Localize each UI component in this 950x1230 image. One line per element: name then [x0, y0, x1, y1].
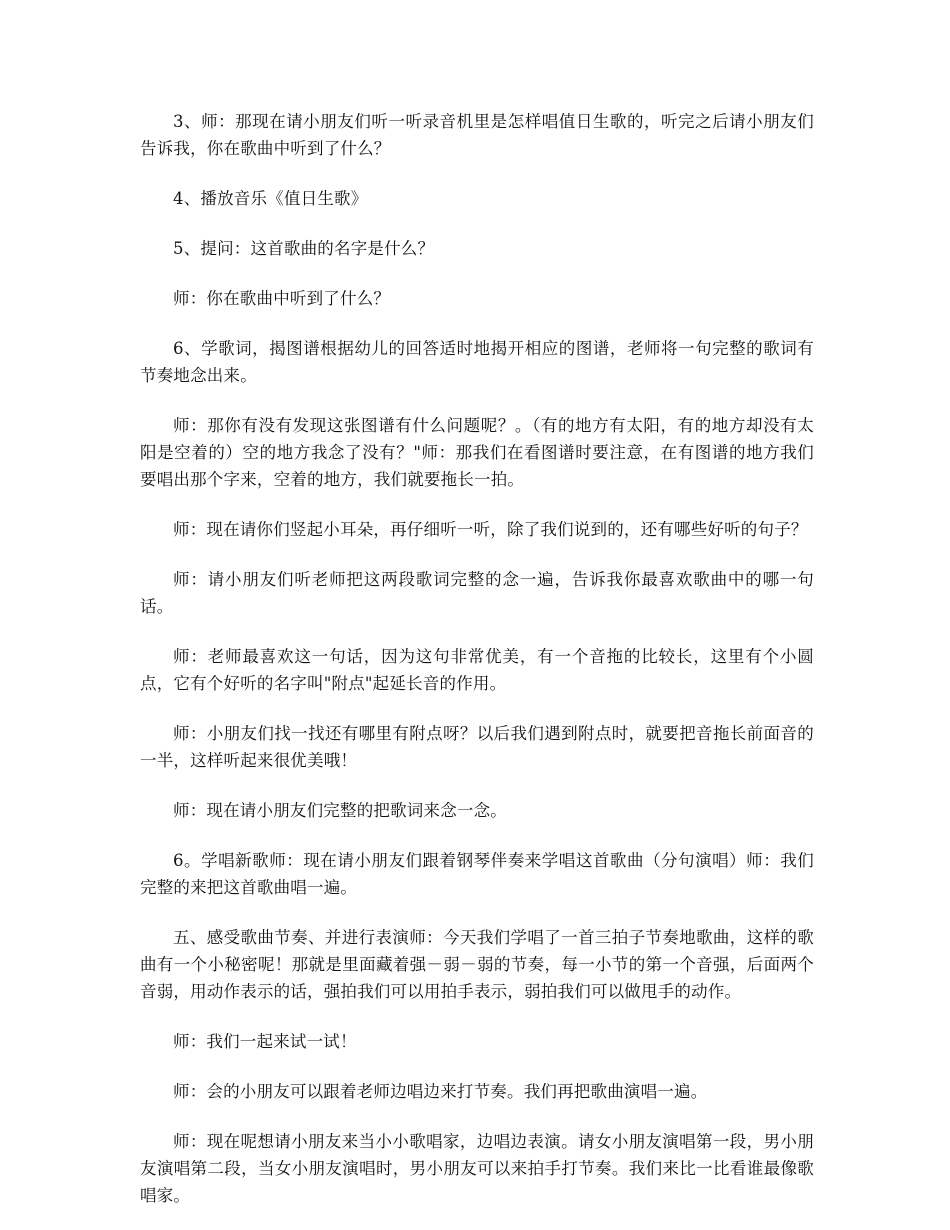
- paragraph-step-6-lyrics: 6、学歌词，揭图谱根据幼儿的回答适时地揭开相应的图谱，老师将一句完整的歌词有节奏地念出来。: [140, 339, 814, 385]
- paragraph-step-5: 5、提问：这首歌曲的名字是什么？: [173, 239, 435, 258]
- paragraph-perform: 师：现在呢想请小朋友来当小小歌唱家，边唱边表演。请女小朋友演唱第一段，男小朋友演唱第二段，当女小朋友演唱时，男小朋友可以来拍手打节奏。我们来比一比看谁最像歌唱家。: [140, 1132, 814, 1205]
- paragraph-recite-lyrics: 师：请小朋友们听老师把这两段歌词完整的念一遍，告诉我你最喜欢歌曲中的哪一句话。: [140, 570, 814, 616]
- paragraph-learn-song: 6。学唱新歌师：现在请小朋友们跟着钢琴伴奏来学唱这首歌曲（分句演唱）师：我们完整的来把这首歌曲唱一遍。: [140, 851, 814, 897]
- paragraph-dotted-note: 师：老师最喜欢这一句话，因为这句非常优美，有一个音拖的比较长，这里有个小圆点，它有个好听的名字叫"附点"起延长音的作用。: [140, 647, 814, 693]
- paragraph-find-dots: 师：小朋友们找一找还有哪里有附点呀？以后我们遇到附点时，就要把音拖长前面音的一半，这样听起来很优美哦！: [140, 724, 814, 770]
- paragraph-try-together: 师：我们一起来试一试！: [173, 1032, 357, 1051]
- paragraph-read-lyrics: 师：现在请小朋友们完整的把歌词来念一念。: [173, 801, 507, 820]
- paragraph-score-problem: 师：那你有没有发现这张图谱有什么问题呢？。（有的地方有太阳，有的地方却没有太阳是空着的）空的地方我念了没有？"师：那我们在看图谱时要注意，在有图谱的地方我们要唱出那个字来，空着的地方，我们就要拖长一拍。: [140, 416, 814, 489]
- paragraph-step-4: 4、播放音乐《值日生歌》: [173, 189, 368, 208]
- paragraph-listen-again: 师：现在请你们竖起小耳朵，再仔细听一听，除了我们说到的，还有哪些好听的句子？: [173, 520, 808, 539]
- paragraph-keep-beat: 师：会的小朋友可以跟着老师边唱边来打节奏。我们再把歌曲演唱一遍。: [173, 1082, 708, 1101]
- paragraph-step-3: 3、师：那现在请小朋友们听一听录音机里是怎样唱值日生歌的，听完之后请小朋友们告诉我，你在歌曲中听到了什么？: [140, 112, 814, 158]
- paragraph-teacher-question: 师：你在歌曲中听到了什么？: [173, 289, 391, 308]
- paragraph-rhythm-section: 五、感受歌曲节奏、并进行表演师：今天我们学唱了一首三拍子节奏地歌曲，这样的歌曲有一个小秘密呢！那就是里面藏着强－弱－弱的节奏，每一小节的第一个音强，后面两个音弱，用动作表示的话，强拍我们可以用拍手表示，弱拍我们可以做甩手的动作。: [140, 928, 814, 1001]
